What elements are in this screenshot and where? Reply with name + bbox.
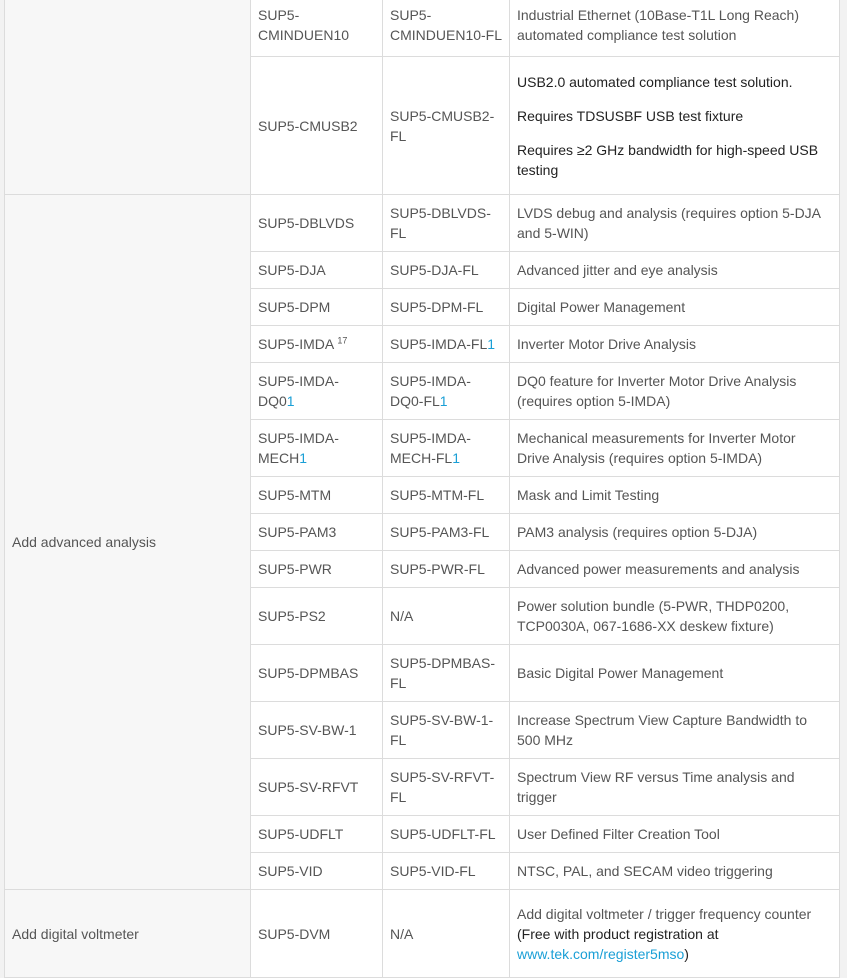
option-cell: SUP5-SV-RFVT xyxy=(251,759,383,816)
description-cell: LVDS debug and analysis (requires option 5-DJA and 5-WIN) xyxy=(510,195,840,252)
option-cell: SUP5-DPM xyxy=(251,289,383,326)
floating-license-cell: SUP5-SV-BW-1-FL xyxy=(383,702,510,759)
option-cell xyxy=(251,326,383,363)
description-line: Requires ≥2 GHz bandwidth for high-speed USB testing xyxy=(517,141,819,178)
option-code: SUP5-IMDA xyxy=(258,336,334,352)
floating-license-cell: SUP5-DBLVDS-FL xyxy=(383,195,510,252)
option-cell: SUP5-DBLVDS xyxy=(251,195,383,252)
option-cell: SUP5-PWR xyxy=(251,551,383,588)
category-cell xyxy=(5,0,251,195)
description-cell: Inverter Motor Drive Analysis xyxy=(510,326,840,363)
description-cell: Basic Digital Power Management xyxy=(510,645,840,702)
table-row xyxy=(5,0,840,57)
floating-license-cell: SUP5-UDFLT-FL xyxy=(383,816,510,853)
floating-code: SUP5-IMDA-FL xyxy=(390,336,488,352)
floating-license-cell: SUP5-VID-FL xyxy=(383,853,510,890)
option-cell: SUP5-DJA xyxy=(251,252,383,289)
description-cell: Advanced power measurements and analysis xyxy=(510,551,840,588)
floating-license-cell: SUP5-SV-RFVT-FL xyxy=(383,759,510,816)
table-row xyxy=(5,195,840,252)
floating-license-cell: SUP5-PWR-FL xyxy=(383,551,510,588)
floating-license-cell xyxy=(383,326,510,363)
option-cell: SUP5-PAM3 xyxy=(251,514,383,551)
description-line xyxy=(517,944,832,964)
description-line: USB2.0 automated compliance test solution. xyxy=(517,73,793,90)
description-cell: Digital Power Management xyxy=(510,289,840,326)
floating-code: SUP5-IMDA-MECH-FL xyxy=(390,430,471,466)
option-cell: SUP5-VID xyxy=(251,853,383,890)
footnote-marker: 17 xyxy=(337,335,348,346)
description-cell: Power solution bundle (5-PWR, THDP0200, TCP0030A, 067-1686-XX deskew fixture) xyxy=(510,588,840,645)
floating-license-cell: SUP5-PAM3-FL xyxy=(383,514,510,551)
registration-link[interactable]: www.tek.com/register5mso xyxy=(517,945,685,962)
description-line xyxy=(517,924,832,944)
floating-license-cell: SUP5-DPM-FL xyxy=(383,289,510,326)
description-cell: DQ0 feature for Inverter Motor Drive Analysis (requires option 5-IMDA) xyxy=(510,363,840,420)
option-cell: SUP5-DVM xyxy=(251,890,383,978)
description-cell: NTSC, PAL, and SECAM video triggering xyxy=(510,853,840,890)
table-row xyxy=(5,890,840,978)
option-cell xyxy=(251,363,383,420)
description-cell xyxy=(510,57,840,195)
option-cell: SUP5-MTM xyxy=(251,477,383,514)
description-line: Add digital voltmeter / trigger frequency counter xyxy=(517,905,812,922)
option-code: SUP5-IMDA-MECH xyxy=(258,430,339,466)
option-cell: SUP5-CMUSB2 xyxy=(251,57,383,195)
description-line: Requires TDSUSBF USB test fixture xyxy=(517,107,744,124)
description-cell: Industrial Ethernet (10Base-T1L Long Reach) automated compliance test solution xyxy=(510,0,840,57)
description-cell: Mask and Limit Testing xyxy=(510,477,840,514)
registration-note: (Free with product registration at xyxy=(517,925,719,942)
floating-code: SUP5-IMDA-DQ0-FL xyxy=(390,373,471,409)
floating-license-cell: SUP5-DJA-FL xyxy=(383,252,510,289)
floating-license-cell: SUP5-DPMBAS-FL xyxy=(383,645,510,702)
description-cell: Mechanical measurements for Inverter Motor Drive Analysis (requires option 5-IMDA) xyxy=(510,420,840,477)
category-cell: Add advanced analysis xyxy=(5,195,251,890)
option-cell xyxy=(251,420,383,477)
option-cell: SUP5-CMINDUEN10 xyxy=(251,0,383,57)
floating-license-cell: SUP5-CMINDUEN10-FL xyxy=(383,0,510,57)
description-cell: PAM3 analysis (requires option 5-DJA) xyxy=(510,514,840,551)
closing-paren: ) xyxy=(684,945,689,962)
footnote-marker: 1 xyxy=(487,336,496,352)
footnote-marker: 1 xyxy=(452,450,461,466)
option-code: SUP5-IMDA-DQ0 xyxy=(258,373,339,409)
description-cell: Advanced jitter and eye analysis xyxy=(510,252,840,289)
floating-license-cell: SUP5-CMUSB2-FL xyxy=(383,57,510,195)
floating-license-cell xyxy=(383,420,510,477)
footnote-marker: 1 xyxy=(439,393,448,409)
description-cell: User Defined Filter Creation Tool xyxy=(510,816,840,853)
category-cell: Add digital voltmeter xyxy=(5,890,251,978)
description-cell xyxy=(510,890,840,978)
floating-license-cell: SUP5-MTM-FL xyxy=(383,477,510,514)
option-cell: SUP5-PS2 xyxy=(251,588,383,645)
option-cell: SUP5-SV-BW-1 xyxy=(251,702,383,759)
footnote-marker: 1 xyxy=(299,450,308,466)
description-cell: Spectrum View RF versus Time analysis and trigger xyxy=(510,759,840,816)
floating-license-cell xyxy=(383,363,510,420)
options-table xyxy=(4,0,840,978)
description-cell: Increase Spectrum View Capture Bandwidth to 500 MHz xyxy=(510,702,840,759)
floating-license-cell: N/A xyxy=(383,890,510,978)
option-cell: SUP5-DPMBAS xyxy=(251,645,383,702)
floating-license-cell: N/A xyxy=(383,588,510,645)
footnote-marker: 1 xyxy=(286,393,295,409)
option-cell: SUP5-UDFLT xyxy=(251,816,383,853)
